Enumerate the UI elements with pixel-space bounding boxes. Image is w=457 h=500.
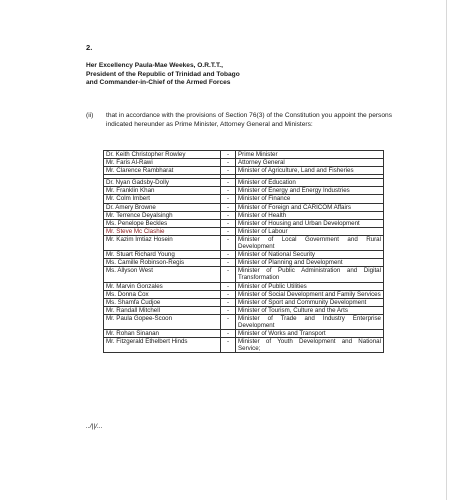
separator-dash: -	[221, 298, 236, 306]
ministry-post: Prime Minister	[236, 151, 384, 159]
table-row	[104, 203, 384, 211]
table-row	[104, 159, 384, 167]
separator-dash: -	[221, 338, 236, 353]
minister-name: Mr. Rohan Sinanan	[104, 330, 221, 338]
ministry-post: Minister of Tourism, Culture and the Arts	[236, 306, 384, 314]
separator-dash: -	[221, 219, 236, 227]
ministry-post: Minister of Social Development and Family Services	[236, 290, 384, 298]
table-row	[104, 314, 384, 329]
separator-dash: -	[221, 259, 236, 267]
minister-name: Mr. Stuart Richard Young	[104, 251, 221, 259]
ministry-post: Minister of Agriculture, Land and Fisheries	[236, 167, 384, 175]
minister-name: Mr. Randall Mitchell	[104, 306, 221, 314]
table-row	[104, 338, 384, 353]
separator-dash: -	[221, 179, 236, 187]
table-row	[104, 195, 384, 203]
ministry-post: Minister of Trade and Industry Enterprise Development	[236, 314, 384, 329]
ministry-post: Minister of Energy and Energy Industries	[236, 187, 384, 195]
addressee-block	[86, 62, 240, 88]
ministry-post: Minister of Works and Transport	[236, 330, 384, 338]
minister-name: Ms. Camille Robinson-Regis	[104, 259, 221, 267]
minister-name: Mr. Kazim Imtiaz Hosein	[104, 235, 221, 250]
ministry-post: Minister of Local Government and Rural Development	[236, 235, 384, 250]
table-row	[104, 151, 384, 159]
ministry-post: Minister of Youth Development and National Service;	[236, 338, 384, 353]
minister-name: Ms. Penelope Beckles	[104, 219, 221, 227]
separator-dash: -	[221, 290, 236, 298]
ministry-post: Minister of Public Administration and Digital Transformation	[236, 267, 384, 282]
ministry-post: Attorney General	[236, 159, 384, 167]
table-row	[104, 219, 384, 227]
addressee-line-2: President of the Republic of Trinidad and Tobago	[86, 70, 240, 78]
page-edge-divider	[446, 0, 447, 500]
minister-name: Mr. Fitzgerald Ethelbert Hinds	[104, 338, 221, 353]
ministry-post: Minister of Foreign and CARICOM Affairs	[236, 203, 384, 211]
separator-dash: -	[221, 227, 236, 235]
separator-dash: -	[221, 314, 236, 329]
table-row	[104, 306, 384, 314]
separator-dash: -	[221, 187, 236, 195]
table-row	[104, 167, 384, 175]
ministry-post: Minister of Health	[236, 211, 384, 219]
minister-name: Mr. Faris Al-Rawi	[104, 159, 221, 167]
table-row	[104, 290, 384, 298]
minister-name: Dr. Keith Christopher Rowley	[104, 151, 221, 159]
table-row	[104, 259, 384, 267]
separator-dash: -	[221, 195, 236, 203]
table-row	[104, 267, 384, 282]
table-row	[104, 179, 384, 187]
appointments-table	[103, 150, 384, 353]
ministry-post: Minister of Sport and Community Development	[236, 298, 384, 306]
separator-dash: -	[221, 306, 236, 314]
separator-dash: -	[221, 151, 236, 159]
minister-name: Dr. Nyan Gadsby-Dolly	[104, 179, 221, 187]
minister-name-highlighted: Mr. Steve Mc Clashie	[104, 227, 221, 235]
separator-dash: -	[221, 267, 236, 282]
minister-name: Mr. Clarence Rambharat	[104, 167, 221, 175]
ministry-post: Minister of Public Utilities	[236, 282, 384, 290]
ministry-post: Minister of National Security	[236, 251, 384, 259]
ministry-post: Minister of Housing and Urban Development	[236, 219, 384, 227]
ministry-post: Minister of Finance	[236, 195, 384, 203]
minister-name: Mr. Marvin Gonzales	[104, 282, 221, 290]
table-row	[104, 187, 384, 195]
table-row	[104, 211, 384, 219]
minister-name: Mr. Colm Imbert	[104, 195, 221, 203]
separator-dash: -	[221, 282, 236, 290]
minister-name: Dr. Amery Browne	[104, 203, 221, 211]
separator-dash: -	[221, 251, 236, 259]
minister-name: Mr. Paula Gopee-Scoon	[104, 314, 221, 329]
continuation-marker: ../||/...	[86, 423, 103, 430]
minister-name: Mr. Terrence Deyalsingh	[104, 211, 221, 219]
table-row	[104, 282, 384, 290]
minister-name: Mr. Franklin Khan	[104, 187, 221, 195]
minister-name: Ms. Donna Cox	[104, 290, 221, 298]
addressee-line-3: and Commander-in-Chief of the Armed Forces	[86, 79, 231, 87]
table-row	[104, 330, 384, 338]
minister-name: Ms. Shamfa Cudjoe	[104, 298, 221, 306]
paragraph-text: that in accordance with the provisions of Section 76(3) of the Constitution you appoint the persons indicated hereunder as Prime Minister, Attorney General and Ministers:	[106, 112, 392, 128]
table-row	[104, 235, 384, 250]
table-row	[104, 298, 384, 306]
table-row	[104, 251, 384, 259]
minister-name: Ms. Allyson West	[104, 267, 221, 282]
ministry-post: Minister of Labour	[236, 227, 384, 235]
separator-dash: -	[221, 167, 236, 175]
page-number: 2.	[86, 43, 93, 52]
ministry-post: Minister of Education	[236, 179, 384, 187]
table-row	[104, 227, 384, 235]
separator-dash: -	[221, 159, 236, 167]
paragraph-number: (ii)	[86, 112, 94, 119]
separator-dash: -	[221, 211, 236, 219]
addressee-line-1: Her Excellency Paula-Mae Weekes, O.R.T.T.,	[86, 62, 223, 69]
ministry-post: Minister of Planning and Development	[236, 259, 384, 267]
separator-dash: -	[221, 203, 236, 211]
separator-dash: -	[221, 330, 236, 338]
separator-dash: -	[221, 235, 236, 250]
